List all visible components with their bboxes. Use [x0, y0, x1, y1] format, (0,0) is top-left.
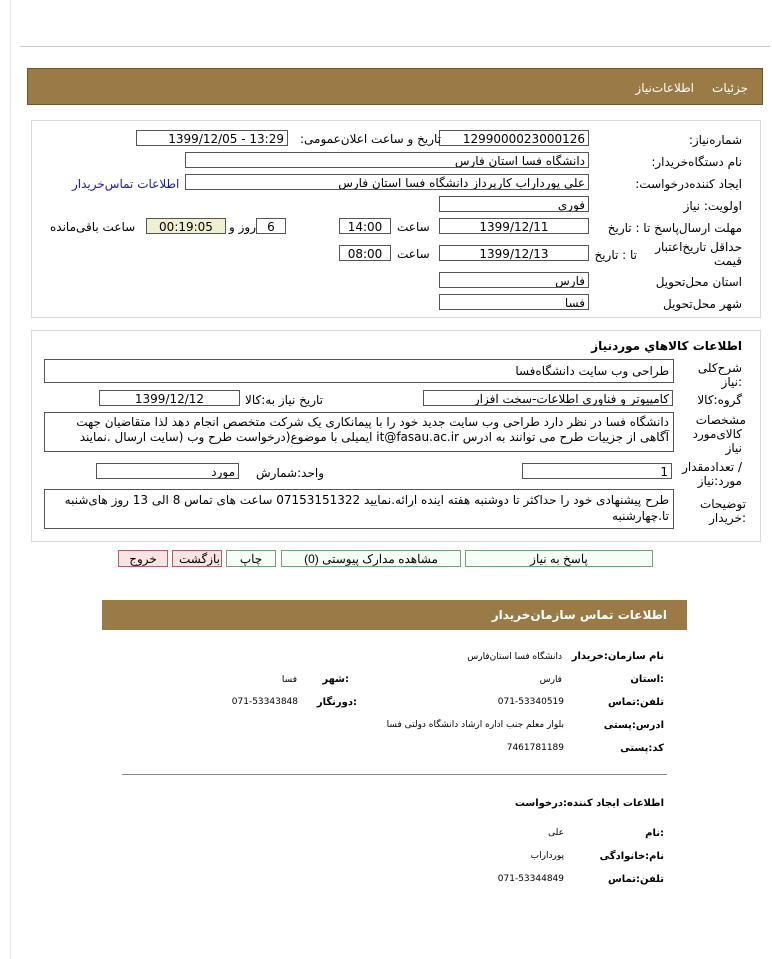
group-label: گروه:کالا [697, 393, 742, 407]
validity-to-label: تا : تاریخ [594, 248, 637, 262]
contact-org-label: نام سازمان:خریدار [571, 651, 664, 662]
contact-address-label: ادرس:پستی [603, 720, 664, 731]
days-field: 6 [256, 218, 286, 234]
creator-info-title: اطلاعات ایجاد کننده:درخواست [514, 798, 664, 809]
back-button[interactable]: بازگشت [172, 550, 222, 567]
specs-label-2: کالای‌مورد [692, 427, 742, 441]
creator-field: علي پورداراب كارپرداز دانشگاه فسا استان فارس [185, 174, 589, 190]
specs-field: دانشگاه فسا در نظر دارد طراحی وب سایت جدید خود را با پیمانکاری یک شرکت متخصص انجام دهد لذا متقاضیان جهت آگاهی از جزییات طرح می توانند به ادرس it@fasau.ac.ir ایمیلی با موضوع(درخواست طرح وب (سایت ارسال .نمایند [44, 412, 674, 452]
group-field: کامپیوتر و فناوری اطلاعات-سخت افزار [423, 390, 673, 406]
attachments-button[interactable]: مشاهده مدارک پیوستی (0) [281, 550, 461, 567]
buyer-contact-link[interactable]: اطلاعات تماس‌خریدار [72, 177, 180, 191]
exit-button[interactable]: خروج [118, 550, 168, 567]
notes-label-2: :خریدار [709, 511, 746, 525]
creator-phone: 071-53344849 [497, 874, 564, 884]
contact-fax: 071-53343848 [231, 697, 298, 707]
validity-date-field: 1399/12/13 [439, 245, 589, 261]
days-label: روز و [229, 220, 256, 234]
tab-need-info[interactable]: اطلاعات‌نیاز [635, 81, 694, 95]
creator-name-label: :نام [645, 828, 664, 839]
qty-field: 1 [522, 463, 672, 479]
need-number-field: 1299000023000126 [439, 130, 589, 146]
announce-label: تاریخ و ساعت اعلان‌عمومی: [299, 132, 441, 146]
remaining-label: ساعت باقی‌مانده [50, 220, 136, 234]
need-date-label: تاریخ نیاز به:کالا [245, 393, 323, 407]
tab-details[interactable]: جزئیات [712, 81, 748, 95]
creator-family: پورداراب [530, 851, 564, 861]
priority-label: اولویت: نیاز [683, 199, 742, 213]
goods-title: اطلاعات كالاهاي موردنياز [591, 339, 742, 353]
qty-label-2: مورد:نیاز [697, 474, 742, 488]
need-info-panel [31, 120, 761, 318]
buyer-org-label: نام دستگاه‌خریدار: [651, 155, 742, 169]
priority-field: فوری [439, 196, 589, 212]
need-number-label: شماره‌نیاز: [688, 133, 742, 147]
unit-field: مورد [96, 463, 239, 479]
contact-province: فارس [539, 675, 562, 685]
validity-time-field: 08:00 [339, 245, 391, 261]
contact-title: اطلاعات تماس سازمان‌خریدار [491, 608, 667, 622]
specs-label-3: نیاز [725, 441, 742, 455]
contact-postal: 7461781189 [506, 743, 564, 753]
contact-province-label: :استان [630, 674, 664, 685]
validity-label-1: حداقل تاریخ‌اعتبار [655, 240, 742, 254]
reply-button[interactable]: پاسخ به نیاز [465, 550, 653, 567]
unit-label: واحد:شمارش [256, 466, 324, 480]
announce-field: 1399/12/05 - 13:29 [136, 130, 288, 146]
contact-org: دانشگاه فسا استان‌فارس [467, 652, 562, 662]
province-label: استان محل‌تحویل [655, 275, 742, 289]
contact-postal-label: کد:پستی [620, 743, 664, 754]
creator-phone-label: تلفن:تماس [607, 874, 664, 885]
notes-field: طرح پیشنهادی خود را حداکثر تا دوشنبه هفته اینده ارائه.نمایید 07153151322 ساعت های تماس 8 الی 13 روز های‌شنبه تا.چهارشنبه [44, 489, 674, 529]
contact-divider [122, 774, 667, 775]
remaining-time-field: 00:19:05 [146, 218, 226, 234]
contact-fax-label: :دورنگار [316, 697, 357, 708]
print-button[interactable]: چاپ [226, 550, 276, 567]
summary-field: طراحی وب سایت دانشگاه‌فسا [44, 359, 674, 383]
buyer-org-field: دانشگاه فسا استان فارس [185, 152, 589, 168]
summary-label-1: شرح‌کلی [697, 361, 742, 375]
city-field: فسا [439, 294, 589, 310]
deadline-date-field: 1399/12/11 [439, 218, 589, 234]
contact-phone-label: تلفن:تماس [607, 697, 664, 708]
deadline-time-field: 14:00 [339, 218, 391, 234]
contact-address: بلوار معلم جنب اداره ارشاد دانشگاه دولتی فسا [386, 720, 564, 730]
need-date-field: 1399/12/12 [99, 390, 240, 406]
creator-family-label: نام:خانوادگی [599, 851, 664, 862]
qty-label-1: / تعدادمقدار [682, 460, 742, 474]
creator-label: ایجاد کننده‌درخواست: [635, 177, 742, 191]
contact-header [102, 600, 687, 630]
city-label: شهر محل‌تحویل [663, 297, 742, 311]
contact-phone: 071-53340519 [497, 697, 564, 707]
specs-label-1: مشخصات [695, 413, 746, 427]
validity-time-label: ساعت [397, 247, 430, 261]
contact-city: فسا [281, 675, 297, 685]
deadline-time-label: ساعت [397, 220, 430, 234]
contact-city-label: :شهر [322, 674, 349, 685]
creator-name: علی [548, 828, 564, 838]
summary-label-2: :نیاز [721, 375, 742, 389]
province-field: فارس [439, 272, 589, 288]
top-divider [20, 46, 770, 47]
validity-label-2: قیمت [713, 254, 742, 268]
tab-bar [27, 68, 763, 105]
deadline-label: مهلت ارسال‌پاسخ تا : تاریخ [607, 221, 742, 235]
notes-label-1: توضیحات [699, 497, 746, 511]
